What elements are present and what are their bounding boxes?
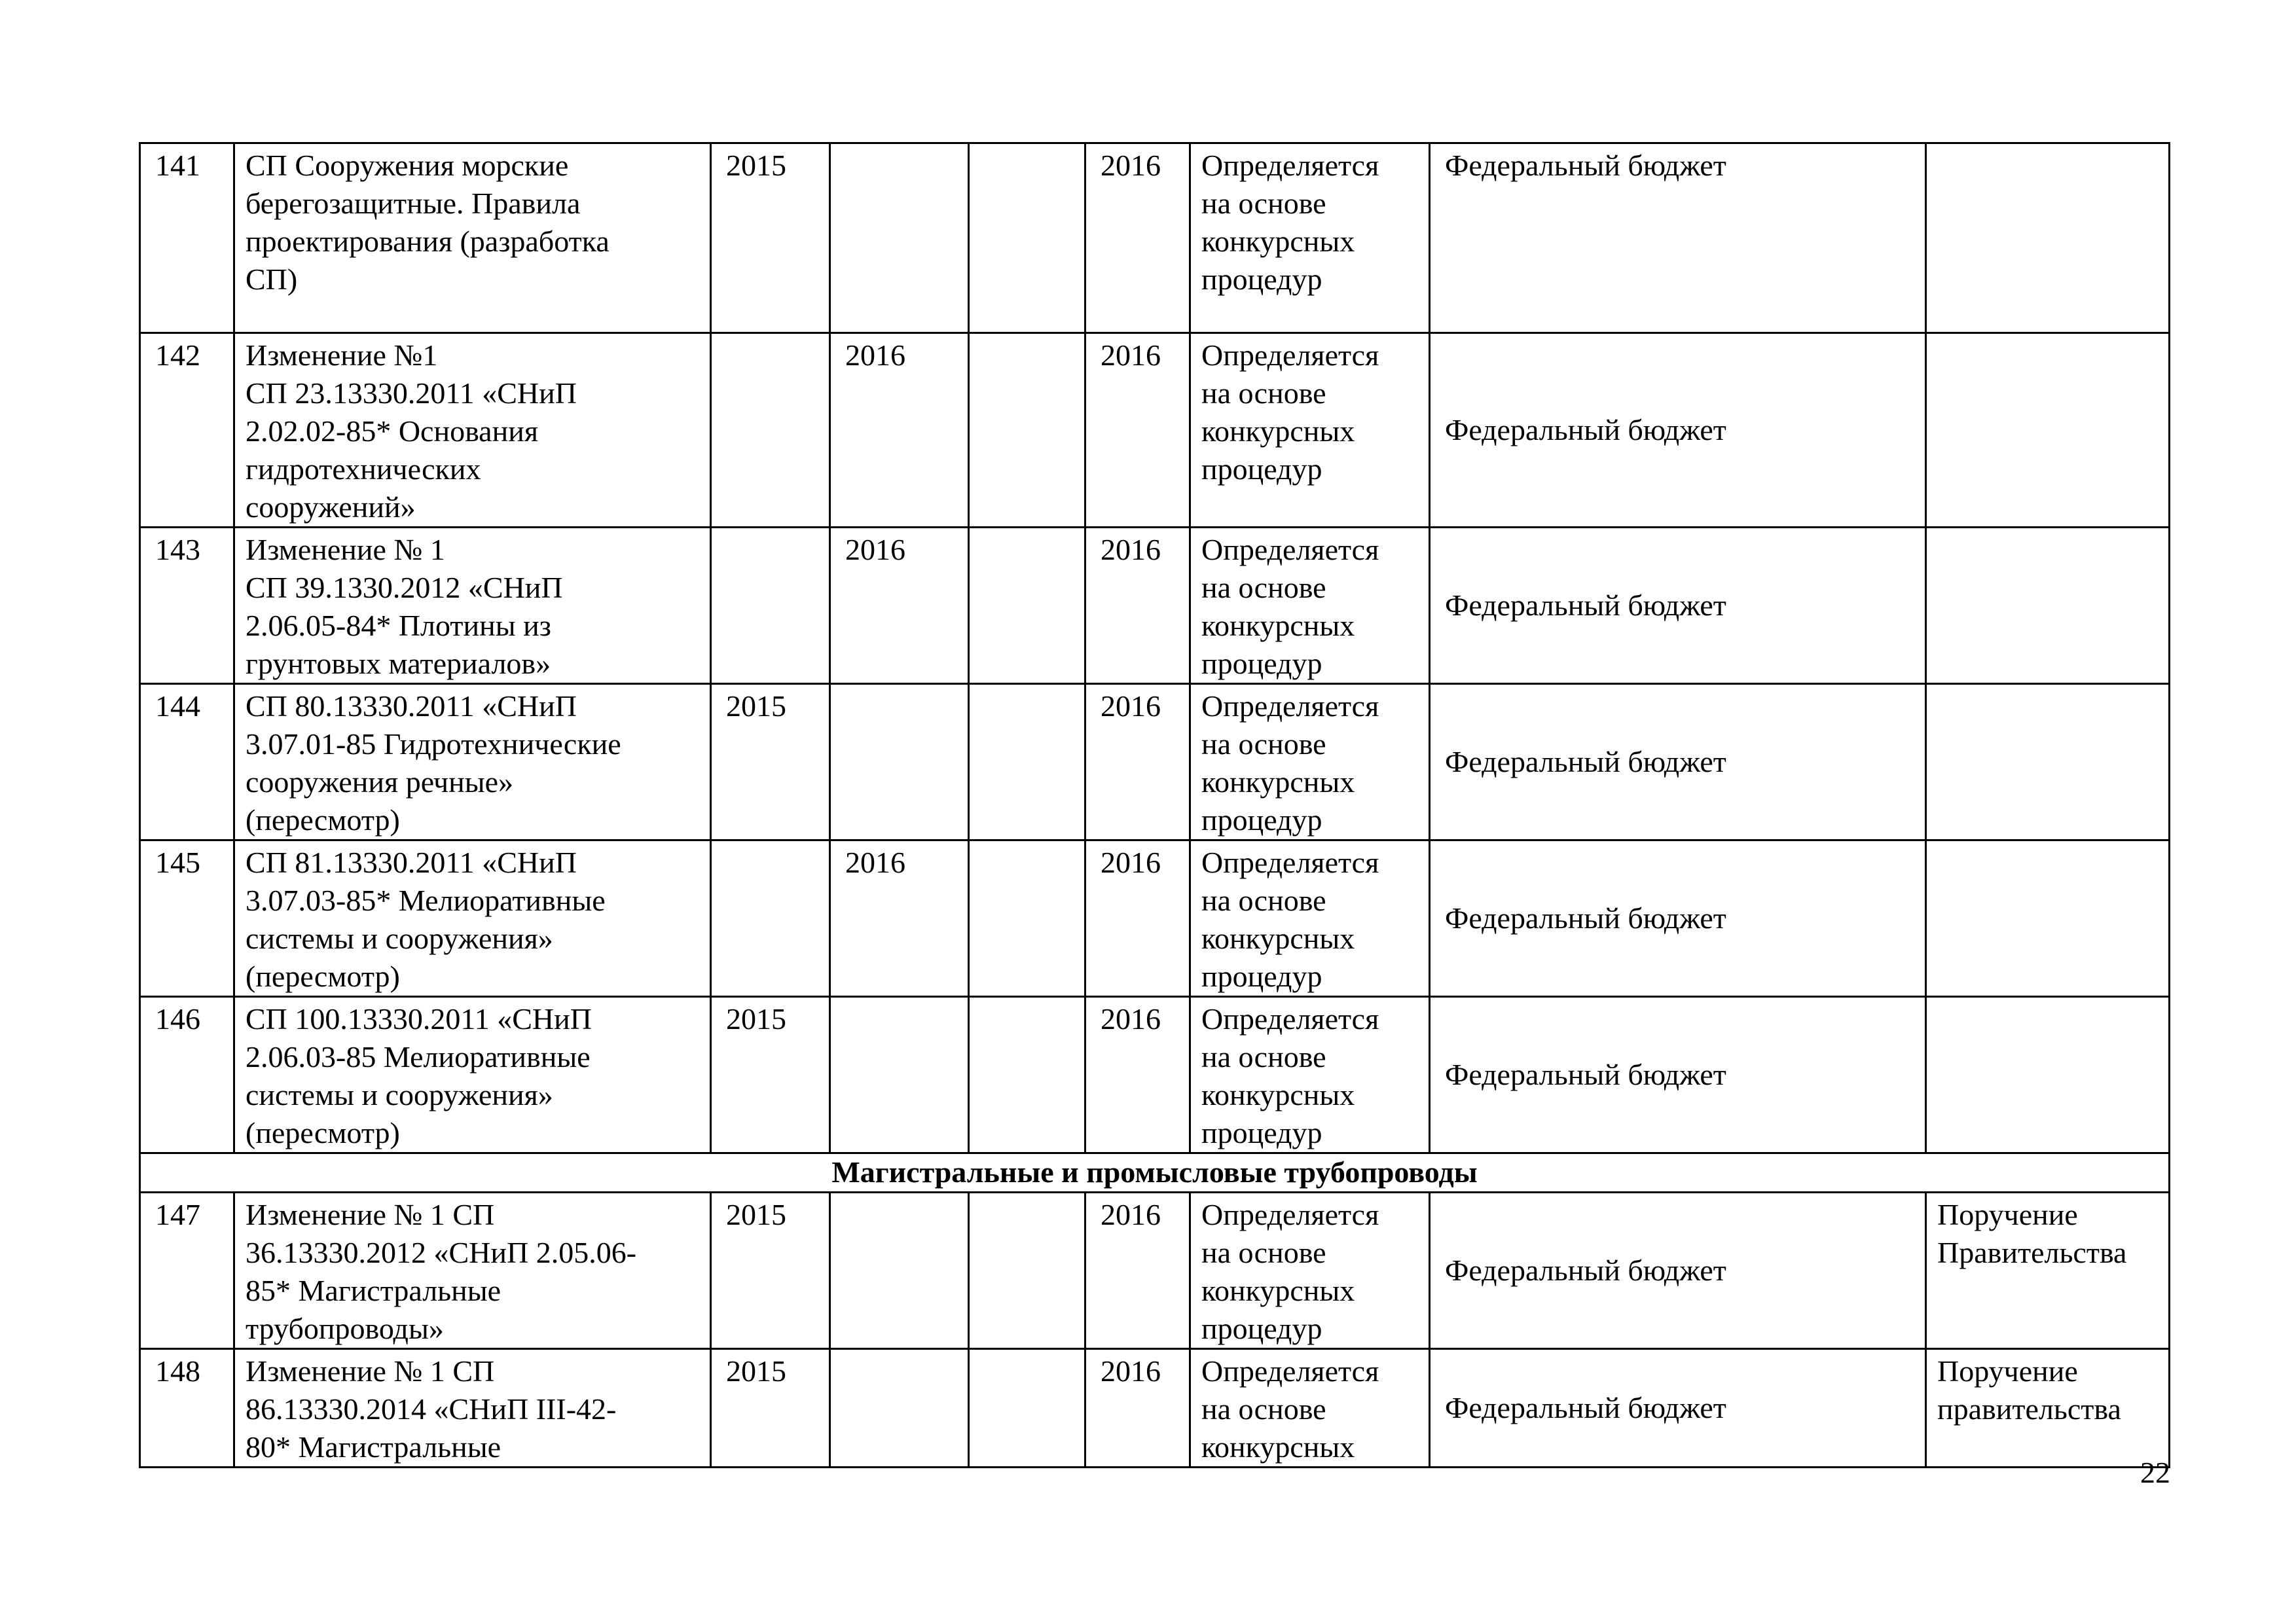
start-year-alt [830, 143, 969, 333]
document-name: СП 81.13330.2011 «СНиП 3.07.03-85* Мелиоративные системы и сооружения» (пересмотр) [234, 840, 711, 997]
start-year-alt [830, 1193, 969, 1349]
row-number: 146 [140, 997, 234, 1153]
table-row [140, 143, 2170, 333]
row-number: 147 [140, 1193, 234, 1349]
document-name: СП Сооружения морские берегозащитные. Правила проектирования (разработка СП) [234, 143, 711, 333]
executor: Определяется на основе конкурсных [1190, 1349, 1430, 1468]
start-year-alt [830, 1349, 969, 1468]
document-name: Изменение № 1 СП 36.13330.2012 «СНиП 2.05.06- 85* Магистральные трубопроводы» [234, 1193, 711, 1349]
extra-year [969, 528, 1085, 684]
end-year: 2016 [1085, 143, 1190, 333]
funding-source: Федеральный бюджет [1430, 997, 1926, 1153]
start-year: 2015 [711, 997, 830, 1153]
section-header-row [140, 1153, 2170, 1193]
executor: Определяется на основе конкурсных процедур [1190, 143, 1430, 333]
executor: Определяется на основе конкурсных процедур [1190, 684, 1430, 840]
extra-year [969, 840, 1085, 997]
note: Поручение Правительства [1926, 1193, 2170, 1349]
note [1926, 333, 2170, 528]
executor: Определяется на основе конкурсных процедур [1190, 1193, 1430, 1349]
end-year: 2016 [1085, 997, 1190, 1153]
row-number: 141 [140, 143, 234, 333]
start-year: 2015 [711, 1193, 830, 1349]
table-row [140, 1193, 2170, 1349]
document-name: Изменение № 1 СП 39.1330.2012 «СНиП 2.06.05-84* Плотины из грунтовых материалов» [234, 528, 711, 684]
executor: Определяется на основе конкурсных процедур [1190, 840, 1430, 997]
table-row [140, 840, 2170, 997]
note [1926, 528, 2170, 684]
start-year-alt [830, 684, 969, 840]
executor: Определяется на основе конкурсных процедур [1190, 997, 1430, 1153]
end-year: 2016 [1085, 1193, 1190, 1349]
start-year: 2015 [711, 143, 830, 333]
note: Поручение правительства [1926, 1349, 2170, 1468]
document-name: СП 100.13330.2011 «СНиП 2.06.03-85 Мелиоративные системы и сооружения» (пересмотр) [234, 997, 711, 1153]
extra-year [969, 1193, 1085, 1349]
funding-source: Федеральный бюджет [1430, 684, 1926, 840]
extra-year [969, 333, 1085, 528]
start-year: 2015 [711, 684, 830, 840]
start-year-alt: 2016 [830, 528, 969, 684]
table-row [140, 684, 2170, 840]
funding-source: Федеральный бюджет [1430, 528, 1926, 684]
note [1926, 684, 2170, 840]
table-row [140, 333, 2170, 528]
funding-source: Федеральный бюджет [1430, 1193, 1926, 1349]
end-year: 2016 [1085, 1349, 1190, 1468]
row-number: 145 [140, 840, 234, 997]
document-name: Изменение № 1 СП 86.13330.2014 «СНиП III-42- 80* Магистральные [234, 1349, 711, 1468]
document-name: СП 80.13330.2011 «СНиП 3.07.01-85 Гидротехнические сооружения речные» (пересмотр) [234, 684, 711, 840]
table-row [140, 997, 2170, 1153]
start-year-alt: 2016 [830, 333, 969, 528]
start-year [711, 528, 830, 684]
start-year [711, 333, 830, 528]
start-year-alt [830, 997, 969, 1153]
executor: Определяется на основе конкурсных процедур [1190, 333, 1430, 528]
extra-year [969, 1349, 1085, 1468]
start-year: 2015 [711, 1349, 830, 1468]
funding-source: Федеральный бюджет [1430, 840, 1926, 997]
extra-year [969, 143, 1085, 333]
note [1926, 143, 2170, 333]
table-row [140, 528, 2170, 684]
row-number: 144 [140, 684, 234, 840]
row-number: 143 [140, 528, 234, 684]
plan-table [139, 142, 2170, 1468]
end-year: 2016 [1085, 528, 1190, 684]
table-row [140, 1349, 2170, 1468]
extra-year [969, 997, 1085, 1153]
funding-source: Федеральный бюджет [1430, 143, 1926, 333]
section-title: Магистральные и промысловые трубопроводы [140, 1153, 2170, 1193]
start-year-alt: 2016 [830, 840, 969, 997]
funding-source: Федеральный бюджет [1430, 333, 1926, 528]
executor: Определяется на основе конкурсных процедур [1190, 528, 1430, 684]
extra-year [969, 684, 1085, 840]
page-number: 22 [2140, 1456, 2170, 1489]
document-name: Изменение №1 СП 23.13330.2011 «СНиП 2.02.02-85* Основания гидротехнических сооружений» [234, 333, 711, 528]
end-year: 2016 [1085, 684, 1190, 840]
end-year: 2016 [1085, 333, 1190, 528]
note [1926, 997, 2170, 1153]
start-year [711, 840, 830, 997]
funding-source: Федеральный бюджет [1430, 1349, 1926, 1468]
row-number: 142 [140, 333, 234, 528]
row-number: 148 [140, 1349, 234, 1468]
end-year: 2016 [1085, 840, 1190, 997]
note [1926, 840, 2170, 997]
